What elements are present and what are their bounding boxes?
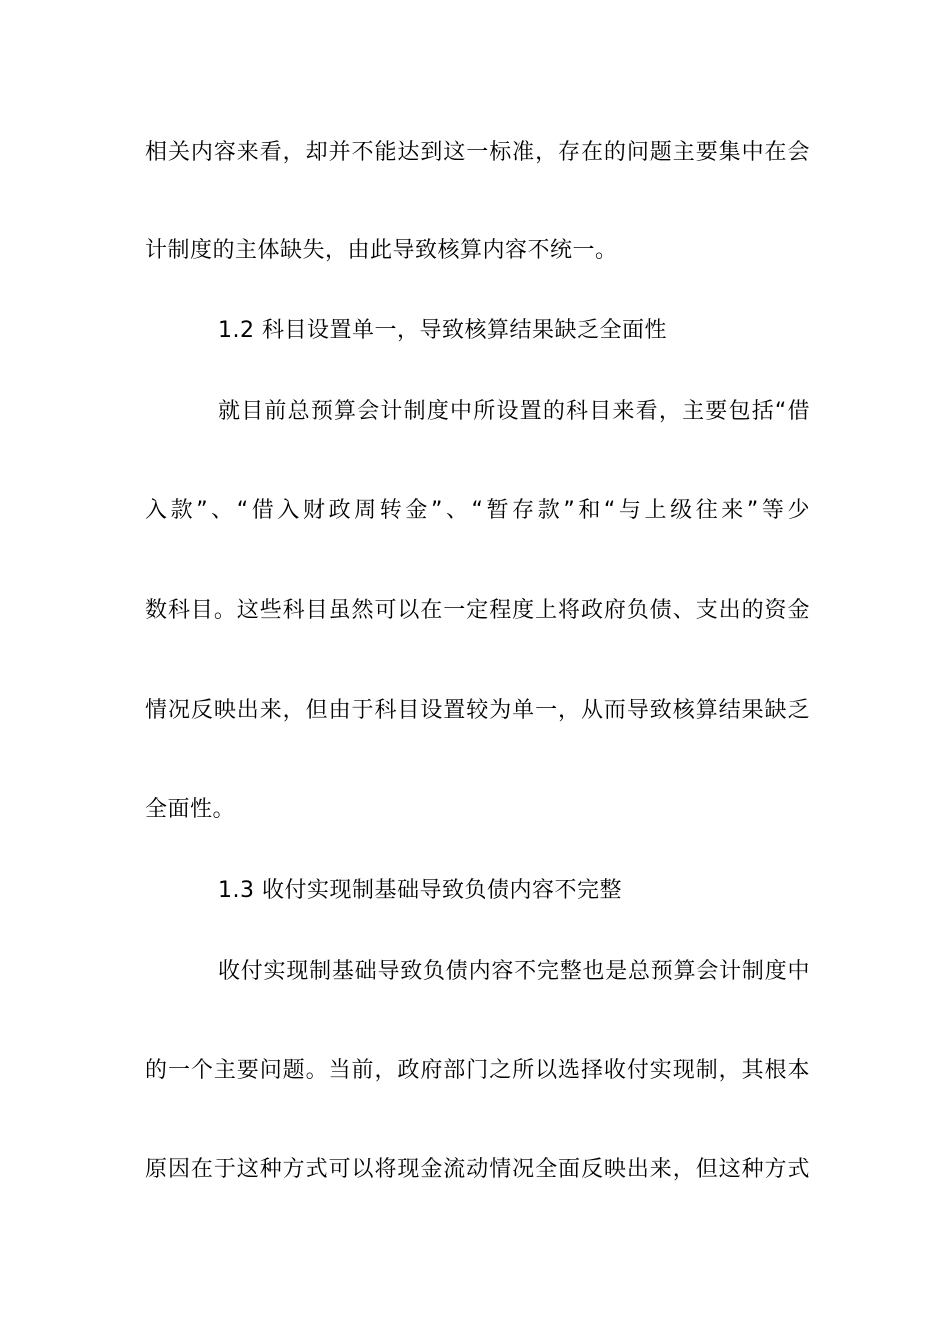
paragraph-line: 全面性。 bbox=[145, 797, 236, 822]
paragraph-line: 收付实现制基础导致负债内容不完整也是总预算会计制度中 bbox=[218, 959, 810, 984]
section-heading-1-2: 1.2 科目设置单一，导致核算结果缺乏全面性 bbox=[218, 318, 667, 343]
section-heading-1-3: 1.3 收付实现制基础导致负债内容不完整 bbox=[218, 878, 622, 903]
paragraph-line: 相关内容来看，却并不能达到这一标准，存在的问题主要集中在会 bbox=[145, 140, 810, 165]
paragraph-line: 数科目。这些科目虽然可以在一定程度上将政府负债、支出的资金 bbox=[145, 598, 810, 623]
paragraph-line: 情况反映出来，但由于科目设置较为单一，从而导致核算结果缺乏 bbox=[145, 698, 810, 723]
paragraph-line: 入款”、“借入财政周转金”、“暂存款”和“与上级往来”等少 bbox=[145, 498, 810, 523]
paragraph-line: 计制度的主体缺失，由此导致核算内容不统一。 bbox=[145, 238, 618, 263]
paragraph-line: 的一个主要问题。当前，政府部门之所以选择收付实现制，其根本 bbox=[145, 1058, 810, 1083]
paragraph-line: 就目前总预算会计制度中所设置的科目来看，主要包括“借 bbox=[218, 399, 810, 424]
paragraph-line: 原因在于这种方式可以将现金流动情况全面反映出来，但这种方式 bbox=[145, 1157, 810, 1182]
